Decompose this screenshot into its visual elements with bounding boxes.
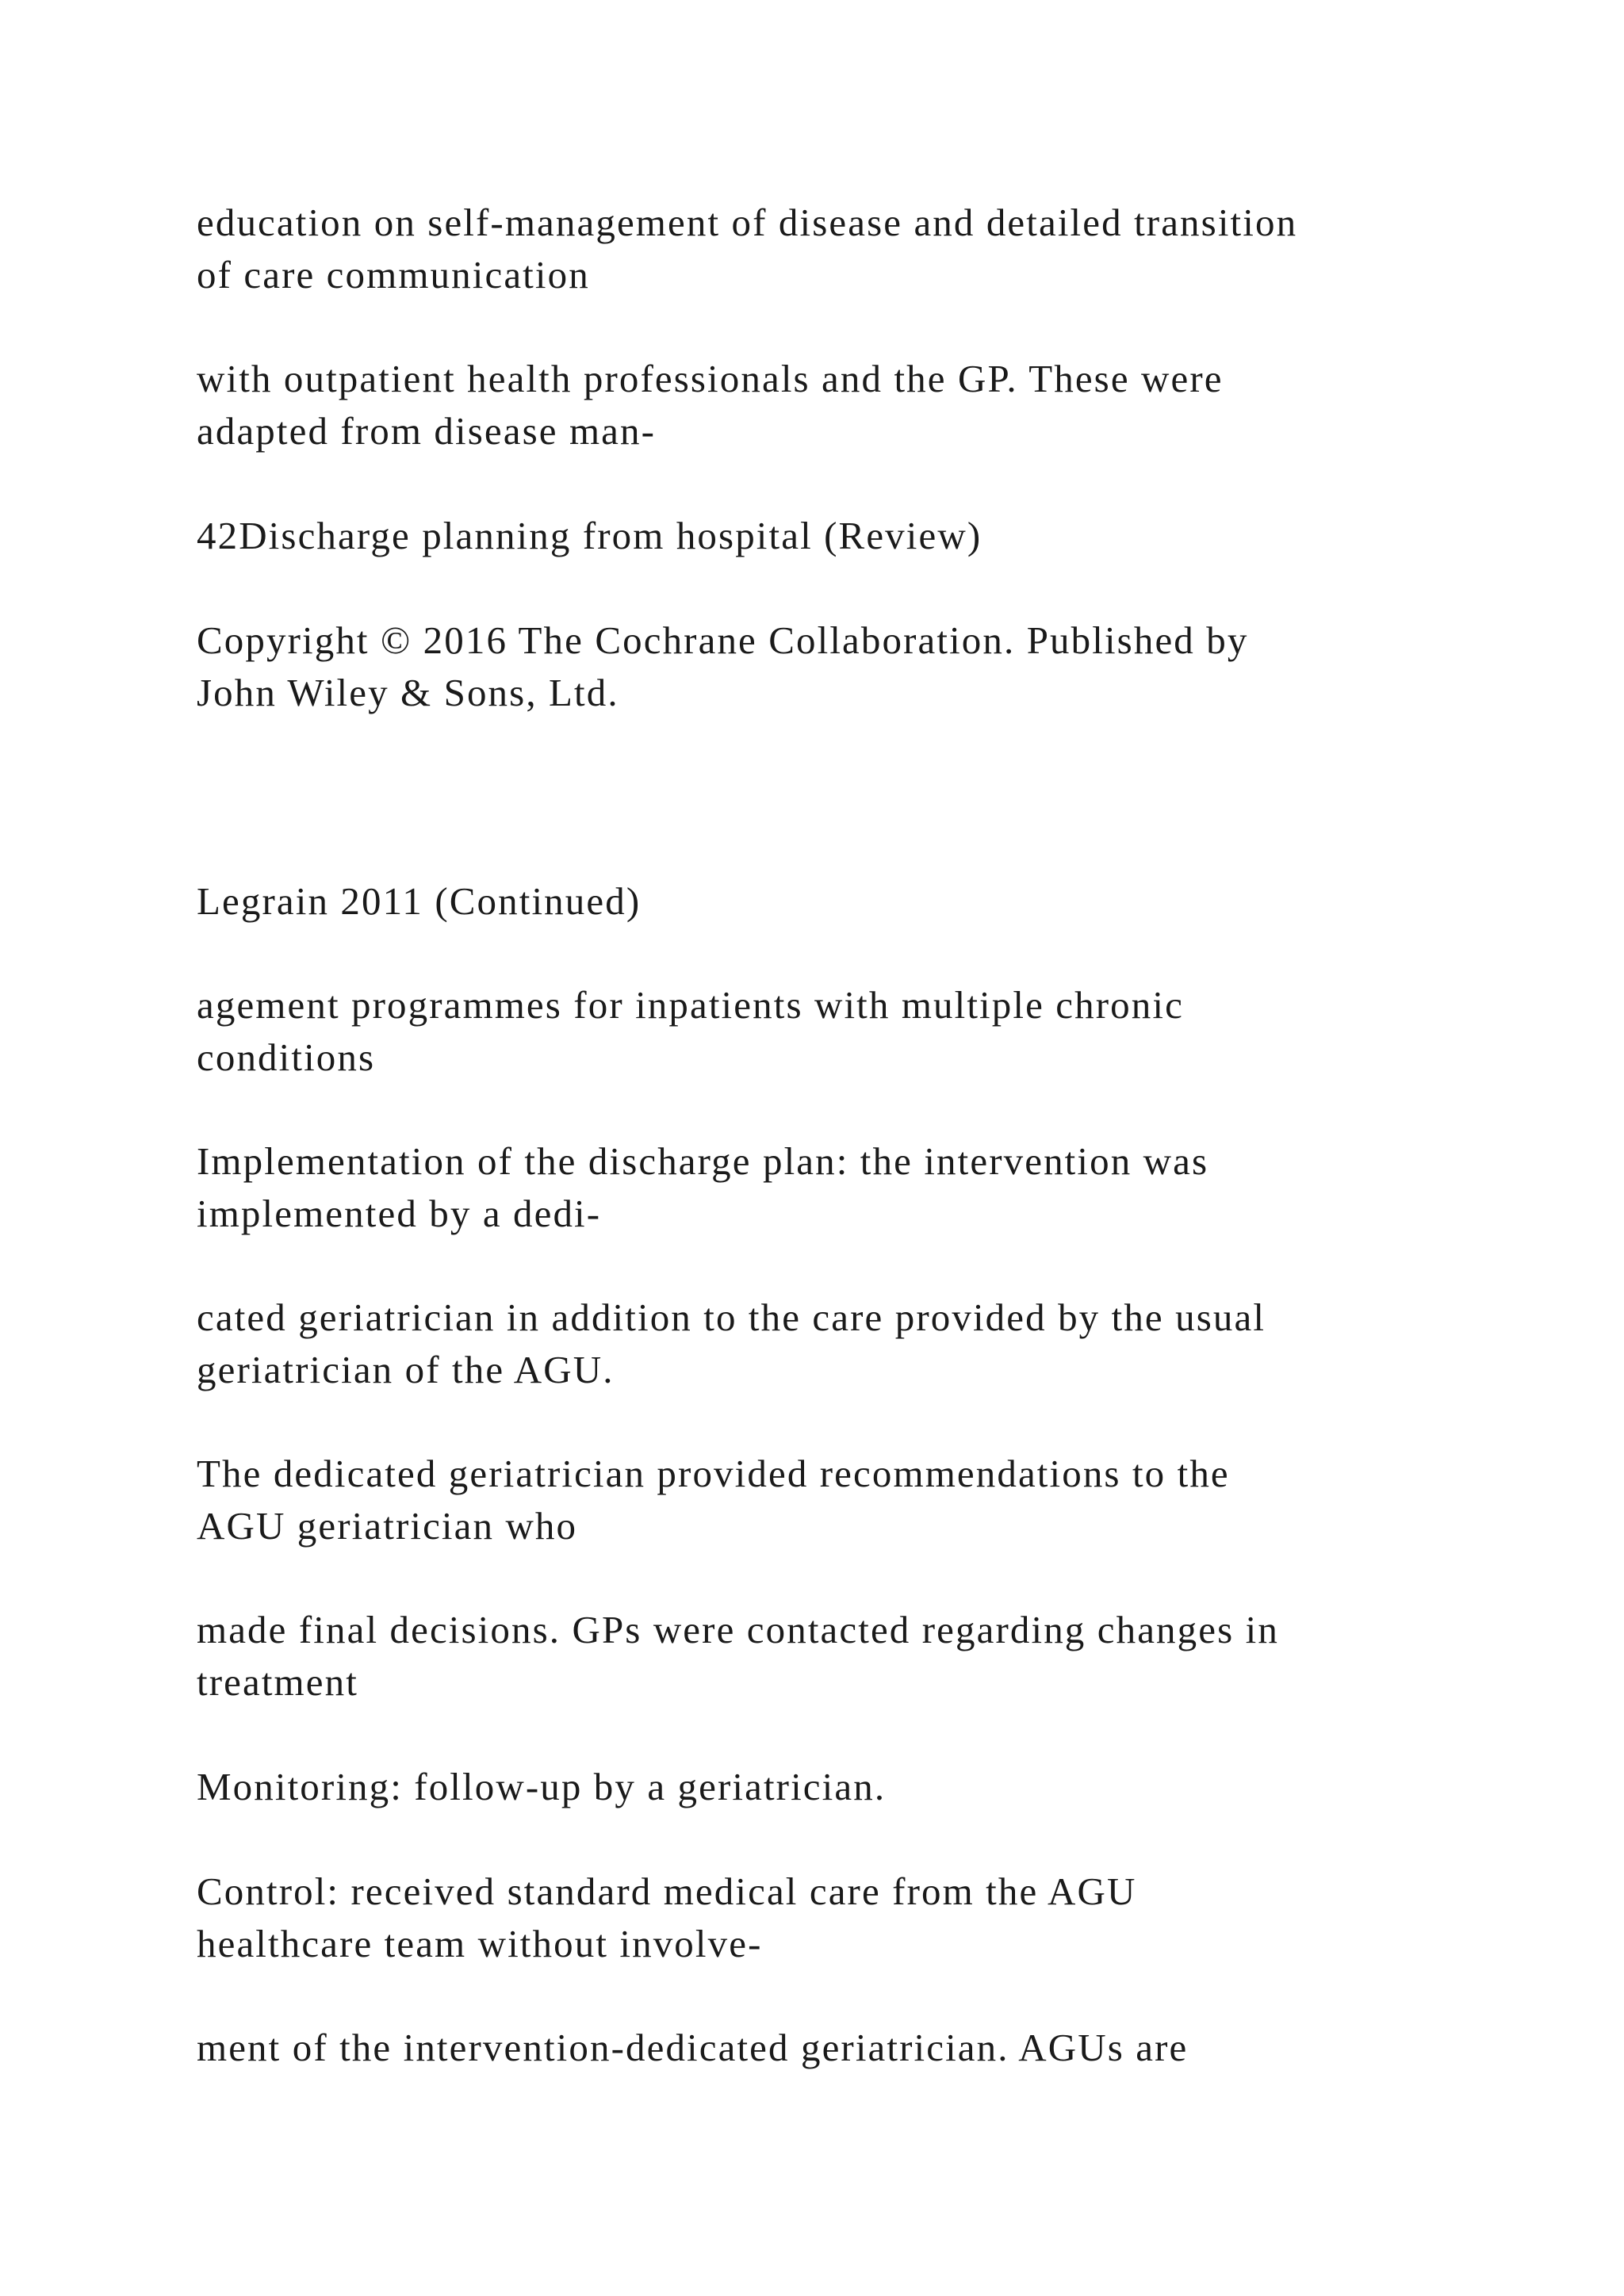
study-continued-heading (197, 875, 1513, 928)
text-line: 42Discharge planning from hospital (Review) (197, 514, 982, 557)
text-line: Implementation of the discharge plan: the intervention was (197, 1139, 1209, 1183)
paragraph-monitoring (197, 1761, 1513, 1813)
text-line: ment of the intervention-dedicated geriatrician. AGUs are (197, 2026, 1189, 2069)
text-line: Control: received standard medical care from the AGU (197, 1869, 1137, 1913)
paragraph-recommendations (197, 1448, 1513, 1552)
text-line: Copyright © 2016 The Cochrane Collaboration. Published by (197, 618, 1249, 662)
paragraph-agu-description (197, 2022, 1513, 2074)
text-line: education on self-management of disease and detailed transition (197, 201, 1298, 244)
text-line: healthcare team without involve- (197, 1922, 763, 1965)
text-line: made final decisions. GPs were contacted regarding changes in (197, 1608, 1279, 1651)
text-line: implemented by a dedi- (197, 1192, 602, 1235)
paragraph-dedicated-geriatrician (197, 1292, 1513, 1396)
paragraph-implementation (197, 1135, 1513, 1240)
paragraph-control (197, 1866, 1513, 1970)
page-footer-title (197, 510, 1513, 562)
text-line: agement programmes for inpatients with multiple chronic (197, 983, 1184, 1027)
copyright-notice (197, 614, 1513, 719)
paragraph-self-management-education (197, 197, 1513, 301)
text-line: Monitoring: follow-up by a geriatrician. (197, 1765, 887, 1808)
paragraph-final-decisions (197, 1604, 1513, 1709)
text-line: AGU geriatrician who (197, 1504, 578, 1548)
paragraph-management-programmes (197, 979, 1513, 1084)
text-line: The dedicated geriatrician provided recommendations to the (197, 1452, 1230, 1495)
text-line: treatment (197, 1660, 358, 1704)
text-line: John Wiley & Sons, Ltd. (197, 671, 619, 714)
text-line: geriatrician of the AGU. (197, 1348, 615, 1391)
text-line: with outpatient health professionals and the GP. These were (197, 357, 1224, 400)
text-line: conditions (197, 1035, 376, 1079)
text-line: adapted from disease man- (197, 409, 657, 453)
text-line: Legrain 2011 (Continued) (197, 879, 642, 923)
text-line: of care communication (197, 253, 590, 297)
paragraph-outpatient-communication (197, 353, 1513, 457)
text-line: cated geriatrician in addition to the care provided by the usual (197, 1295, 1266, 1339)
